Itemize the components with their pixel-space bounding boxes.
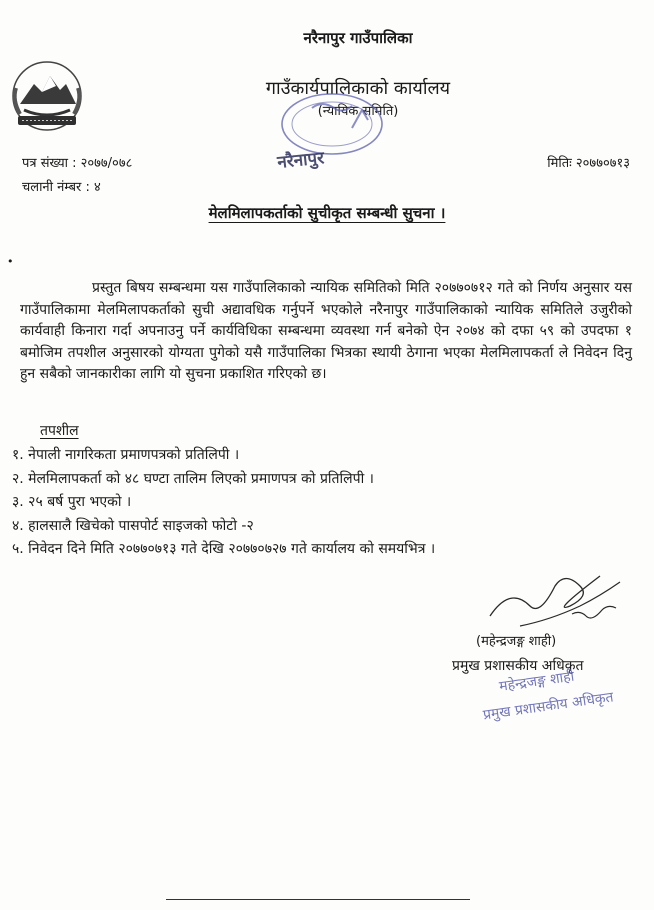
list-item: ३. २५ बर्ष पुरा भएको । [12,494,132,510]
stamp-officer-name: महेन्द्रजङ्ग शाही [498,668,576,695]
signer-name: (महेन्द्रजङ्ग शाही) [476,634,557,649]
list-item: ४. हालसालै खिचेको पासपोर्ट साइजको फोटो -२ [12,517,254,534]
details-list [12,444,435,562]
notice-body: प्रस्तुत बिषय सम्बन्धमा यस गाउँपालिकाको न्यायिक समितिको मिति २०७७०७१२ गते को निर्णय अनुसार यस गाउँपालिकामा मेलमिलापकर्ताको सुची अद्यावधिक गर्नुपर्ने भएकोले नरैनापुर गाउँपालिकाको न्यायिक समितिले उजुरीको कार्यवाही किनारा गर्दा अपनाउनु पर्ने कार्यविधिका सम्बन्धमा व्यवस्था गर्न बनेको ऐन २०७४ को दफा ५९ को उपदफा १ बमोजिम तपशील अनुसारको योग्यता पुगेको यसै गाउँपालिका भित्रका स्थायी ठेगाना भएका मेलमिलापकर्ता ले निवेदन दिनु हुन सबैको जानकारीका लागि यो सुचना प्रकाशित गरिएको छ। [20,280,632,383]
details-heading: तपशील [40,423,79,439]
officer-stamp [470,652,630,724]
stamp-officer-title: प्रमुख प्रशासकीय अधिकृत [482,689,615,724]
notice-title [0,203,654,223]
letter-number: पत्र संख्या : २०७७/०७८ [22,156,133,171]
list-item: ५. निवेदन दिने मिति २०७७०७१३ गते देखि २०७७०७२७ गते कार्यालय को समयभित्र । [12,541,436,557]
committee-name: (न्यायिक समिति) [317,104,399,119]
dispatch-number: चलानी नंम्बर : ४ [22,180,101,195]
office-name: गाउँकार्यपालिकाको कार्यालय [265,78,451,99]
stamp-top-text: नरैनापुर [276,148,326,173]
municipality-name: नरैनापुर गाउँपालिका [303,29,413,47]
letter-date: मितिः २०७७०७१३ [547,156,630,171]
list-item: १. नेपाली नागरिकता प्रमाणपत्रको प्रतिलिपी । [12,447,240,463]
office-stamp [262,88,392,176]
margin-mark: • [7,255,14,268]
footer-divider [166,899,470,900]
notice-title-text: मेलमिलापकर्ताको सुचीकृत सम्बन्धी सुचना । [208,204,446,222]
signer-title: प्रमुख प्रशासकीय अधिकृत [452,658,584,674]
list-item: २. मेलमिलापकर्ता को ४८ घण्टा तालिम लिएको प्रमाणपत्र को प्रतिलिपी । [12,470,374,487]
